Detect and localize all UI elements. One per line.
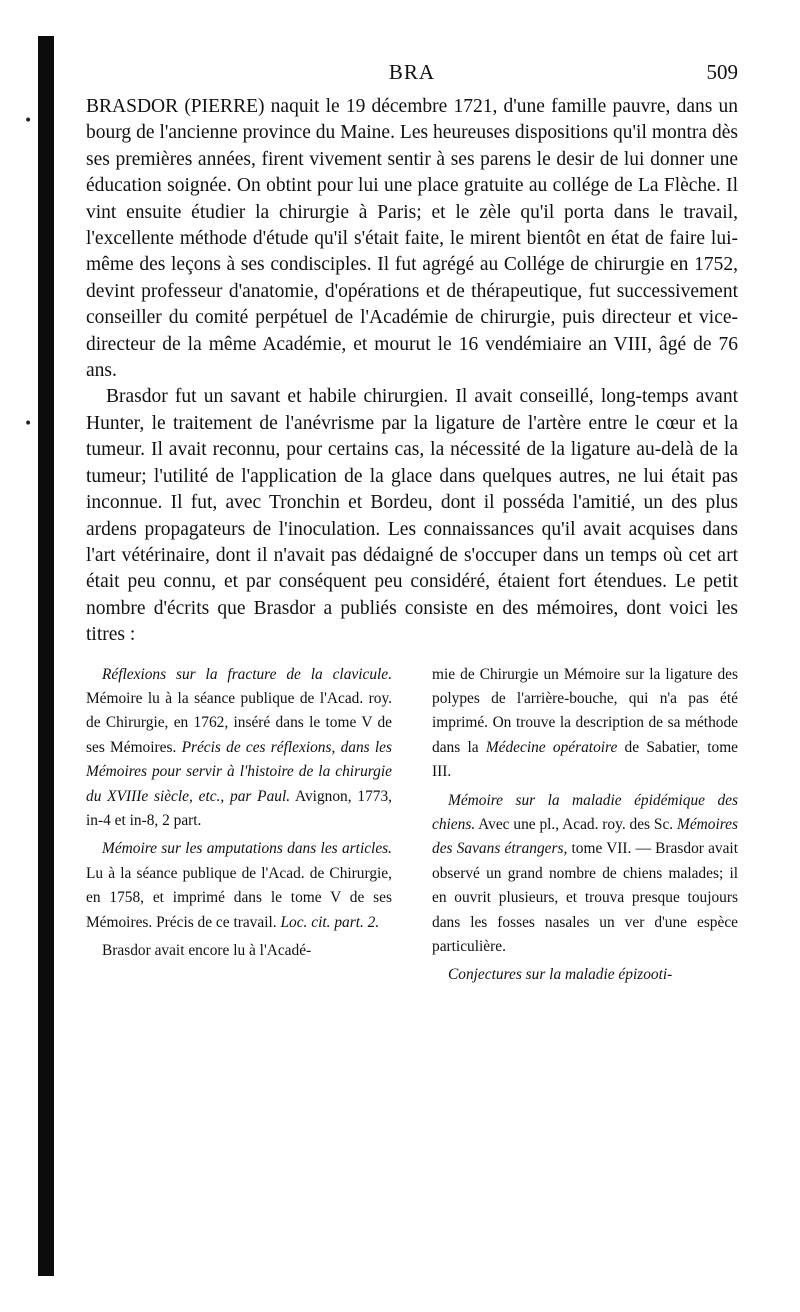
scan-binding-edge bbox=[38, 36, 54, 1276]
bib-entry: Mémoire sur la maladie épidémique des chiens. Avec une pl., Acad. roy. des Sc. Mémoires des Savans étrangers, tome VII. — Brasdor avait observé un grand nombre de chiens malades; il en ouvrit plusieurs, et trouva presque toujours dans les fosses nasales un ver d'une espèce particulière. bbox=[432, 791, 738, 955]
running-title: BRA bbox=[388, 60, 436, 84]
bib-entry: Réflexions sur la fracture de la clavicule. Mémoire lu à la séance publique de l'Acad. roy. de Chirurgie, en 1762, inséré dans le tome V de ses Mémoires. Précis de ces réflexions, dans les Mémoires pour servir à l'histoire de la chirurgie du XVIIIe siècle, etc., par Paul. Avignon, 1773, in-4 et in-8, 2 part. bbox=[86, 665, 392, 829]
margin-dot: • bbox=[24, 113, 33, 129]
page bbox=[86, 60, 738, 988]
paragraph-1-text: naquit le 19 décembre 1721, d'une famille pauvre, dans un bourg de l'ancienne province du Maine. Les heureuses dispositions qu'il montra dès ses premières années, firent vivement sentir à ses parens le desir de lui donner une éducation soignée. On obtint pour lui une place gratuite au collége de La Flèche. Il vint ensuite étudier la chirurgie à Paris; et le zèle qu'il porta dans le travail, l'excellente méthode d'étude qu'il s'était faite, le mirent bientôt en état de faire lui-même des leçons à ses condisciples. Il fut agrégé au Collége de chirurgie en 1752, devint professeur d'anatomie, d'opérations et de thérapeutique, fut successivement conseiller du comité perpétuel de l'Académie de chirurgie, puis directeur et vice-directeur de la même Académie, et mourut le 16 vendémiaire an VIII, âgé de 76 ans. bbox=[86, 96, 739, 382]
paragraph-2: Brasdor fut un savant et habile chirurgien. Il avait conseillé, long-temps avant Hunter, le traitement de l'anévrisme par la ligature de l'artère entre le cœur et la tumeur. Il avait reconnu, pour certains cas, la nécessité de la ligature au-delà de la tumeur; l'utilité de l'application de la glace dans quelques autres, ne lui était pas inconnue. Il fut, avec Tronchin et Bordeu, dont il posséda l'amitié, un des plus ardens propagateurs de l'inoculation. Les connaissances qu'il avait acquises dans l'art vétérinaire, dont il n'avait pas dédaigné de s'occuper dans un temps où cet art était peu connu, et par conséquent peu considéré, étaient fort étendues. Le petit nombre d'écrits que Brasdor a publiés consiste en des mémoires, dont voici les titres : bbox=[86, 386, 738, 646]
bibliography-left-column bbox=[86, 663, 392, 988]
bib-entry: Brasdor avait encore lu à l'Acadé- bbox=[102, 942, 312, 959]
paragraph-1 bbox=[86, 94, 738, 384]
bibliography bbox=[86, 663, 738, 988]
bib-title: Conjectures sur la maladie épizooti- bbox=[448, 966, 673, 984]
bibliography-right-column bbox=[432, 663, 738, 988]
margin-dot: • bbox=[24, 416, 33, 432]
running-head bbox=[86, 60, 738, 94]
bib-entry-continued: mie de Chirurgie un Mémoire sur la ligature des polypes de l'arrière-bouche, qui n'a pas été imprimé. On trouve la description de sa méthode dans la Médecine opératoire de Sabatier, tome III. bbox=[432, 665, 739, 781]
entry-surname: BRASDOR bbox=[86, 96, 179, 117]
bib-title: Mémoire sur les amputations dans les articles. bbox=[102, 840, 392, 858]
bib-title: Réflexions sur la fracture de la clavicule. bbox=[102, 665, 392, 683]
bib-entry: Mémoire sur les amputations dans les articles. Lu à la séance publique de l'Acad. de Chirurgie, en 1758, et imprimé dans le tome V de ses Mémoires. Précis de ce travail. Loc. cit. part. 2. bbox=[86, 840, 392, 931]
bib-entry bbox=[432, 963, 738, 987]
bib-title: Mémoire sur la maladie épidémique des chiens. bbox=[432, 791, 738, 833]
entry-given-name: (PIERRE) bbox=[184, 96, 265, 117]
biography-text bbox=[86, 94, 738, 649]
page-number: 509 bbox=[706, 60, 738, 84]
